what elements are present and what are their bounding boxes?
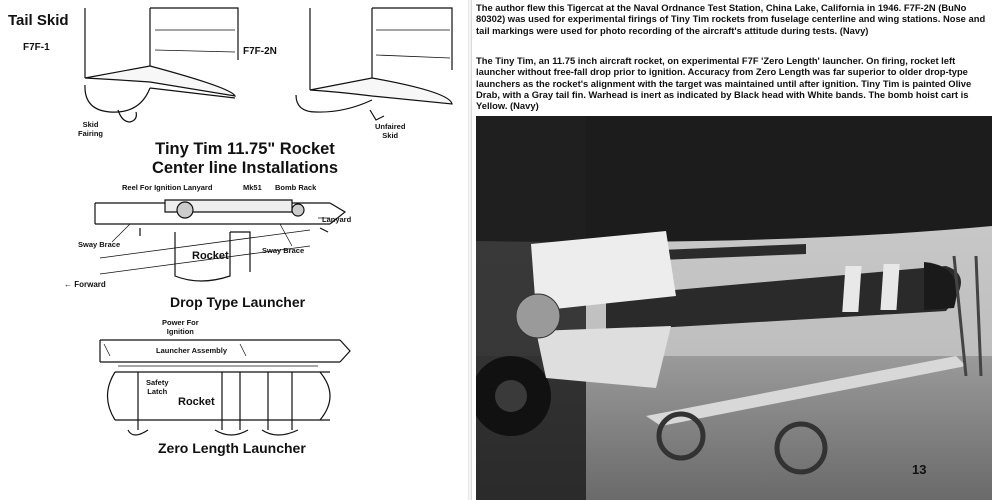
f7f1-label: F7F-1 <box>23 42 50 53</box>
f7f2n-label: F7F-2N <box>243 46 277 57</box>
tail-skid-title: Tail Skid <box>8 12 69 29</box>
unfaired-skid-label: Unfaired Skid <box>375 122 406 140</box>
f7f1-tail-drawing <box>85 8 238 122</box>
rocket-photo <box>476 116 992 500</box>
launcher-assembly-label: Launcher Assembly <box>156 346 227 355</box>
lanyard-label: Lanyard <box>322 215 352 224</box>
rocket-label-drop: Rocket <box>192 250 229 262</box>
sway-brace-right-label: Sway Brace <box>262 246 305 255</box>
drop-type-launcher-drawing <box>95 200 345 281</box>
zero-length-title: Zero Length Launcher <box>158 440 306 456</box>
f7f2n-tail-drawing <box>296 8 452 120</box>
bomb-rack-label: Bomb Rack <box>275 183 317 192</box>
mk51-label: Mk51 <box>243 183 262 192</box>
forward-label: ← Forward <box>64 280 106 289</box>
rocket-label-zero: Rocket <box>178 396 215 408</box>
power-ignition-label: Power For Ignition <box>162 318 199 336</box>
drop-type-title: Drop Type Launcher <box>170 294 306 310</box>
caption-tigercat: The author flew this Tigercat at the Naval Ordnance Test Station, China Lake, California in 1946. F7F-2N (BuNo 80302) was used for experimental firings of Tiny Tim rockets from fuselage centerline and wing stations. Nose and tail markings were used for photo recording of the aircraft's attitude during tests. (Navy) <box>476 2 986 36</box>
installations-title: Tiny Tim 11.75" Rocket Center line Installations <box>151 140 339 177</box>
technical-diagram <box>0 0 470 500</box>
reel-label: Reel For Ignition Lanyard <box>122 183 213 192</box>
page-number: 13 <box>912 462 927 477</box>
skid-fairing-label: Skid Fairing <box>78 120 104 138</box>
book-spine <box>468 0 472 500</box>
left-page <box>0 0 470 500</box>
caption-tiny-tim: The Tiny Tim, an 11.75 inch aircraft rocket, on experimental F7F 'Zero Length' launcher. On firing, rocket left launcher without free-fall drop prior to ignition. Accuracy from Zero Length was far superior to older drop-type launchers as the rocket's alignment with the target was maintained until after ignition. Tiny Tim is painted Olive Drab, with a Gray tail fin. Warhead is inert as indicated by Black head with White bands. The bomb hoist cart is Yellow. (Navy) <box>476 55 972 112</box>
safety-latch-label: Safety Latch <box>146 378 169 396</box>
sway-brace-left-label: Sway Brace <box>78 240 121 249</box>
